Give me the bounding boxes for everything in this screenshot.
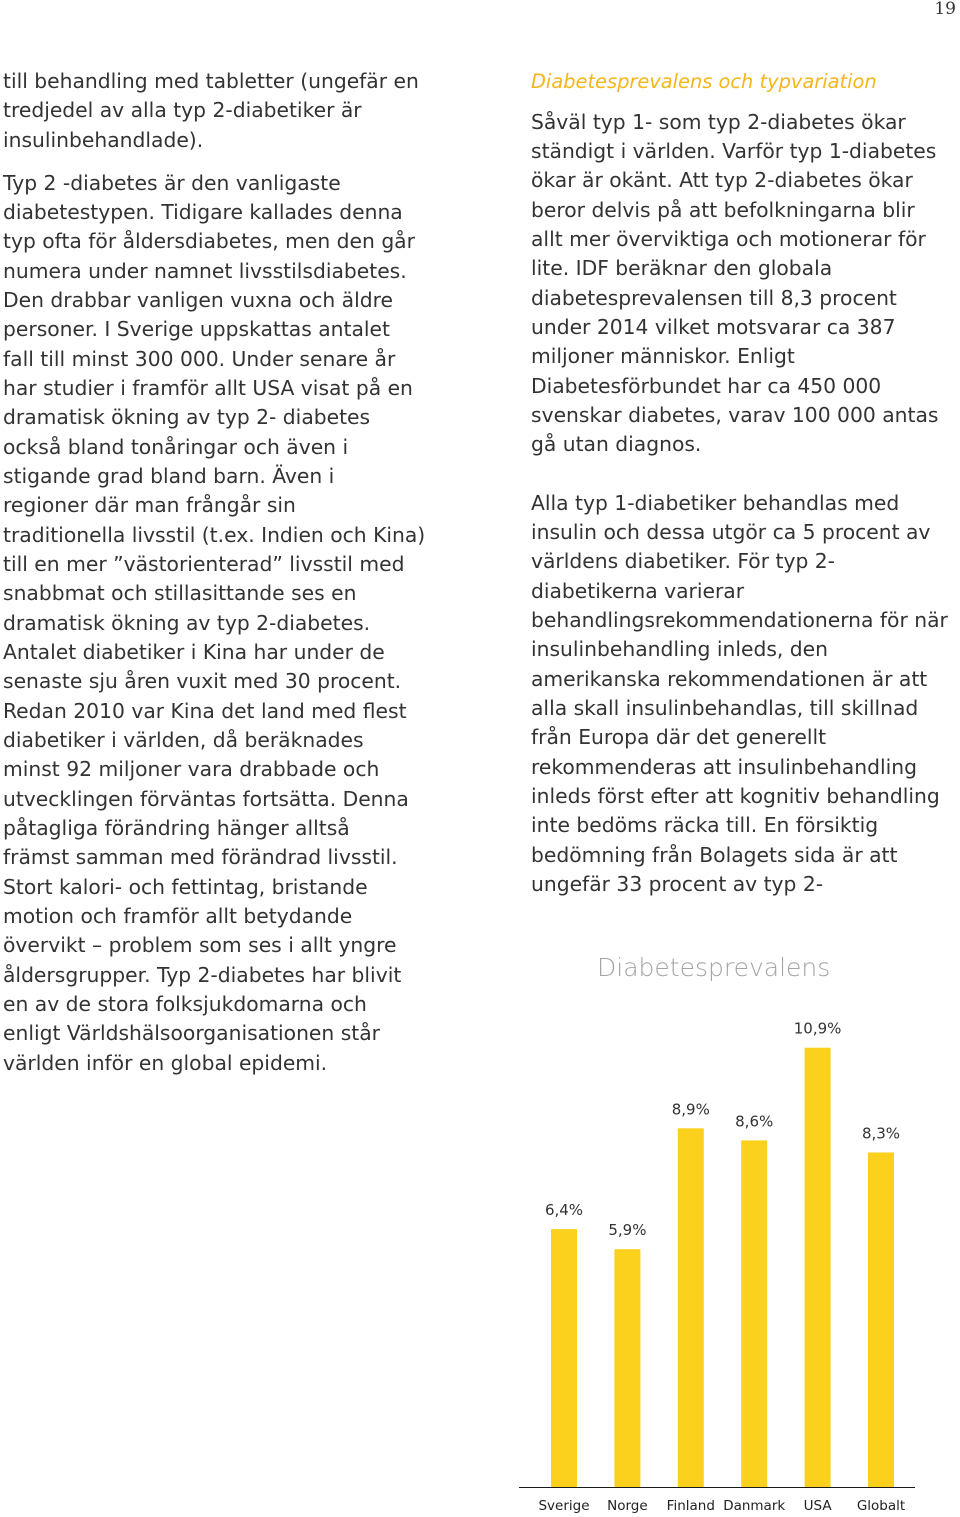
text-line: världens diabetiker. För typ 2- [531, 549, 835, 574]
text-line: utvecklingen förväntas fortsätta. Denna [3, 786, 409, 811]
text-line: personer. I Sverige uppskattas antalet [3, 317, 390, 342]
text-line: till behandling med tabletter (ungefär en [3, 69, 419, 93]
text-line: ökar är okänt. Att typ 2-diabetes ökar [531, 168, 913, 193]
text-line: dramatisk ökning av typ 2- diabetes [3, 405, 371, 430]
page-number: 19 [934, 0, 956, 19]
text-line: Diabetesförbundet har ca 450 000 [531, 373, 882, 398]
bar-norge [614, 1249, 640, 1487]
text-line: tredjedel av alla typ 2-diabetiker är [3, 98, 362, 123]
text-line: bedömning från Bolagets sida är att [531, 842, 898, 867]
text-line: åldersgrupper. Typ 2-diabetes har blivit [3, 962, 402, 987]
bar-usa [805, 1048, 831, 1487]
value-label-sverige: 6,4% [544, 1201, 584, 1220]
bar-globalt [868, 1153, 894, 1488]
text-line: rekommenderas att insulinbehandling [531, 754, 917, 779]
value-label-finland: 8,9% [671, 1100, 710, 1119]
text-line: ungefär 33 procent av typ 2- [531, 871, 824, 896]
text-line: inte bedöms räcka till. En försiktig [531, 813, 879, 838]
value-label-norge: 5,9% [608, 1221, 647, 1240]
bar-finland [678, 1128, 704, 1487]
text-line: regioner där man frångår sin [3, 493, 296, 518]
text-line: diabetiker i världen, då beräknades [3, 728, 364, 753]
category-label-usa: USA [803, 1498, 832, 1514]
value-label-danmark: 8,6% [735, 1112, 774, 1131]
category-label-norge: Norge [607, 1498, 648, 1514]
text-line: beror delvis på att befolkningarna blir [531, 197, 915, 222]
text-line: Såväl typ 1- som typ 2-diabetes ökar [531, 109, 906, 134]
text-line: fall till minst 300 000. Under senare år [3, 346, 396, 371]
text-line: stigande grad bland barn. Även i [3, 463, 335, 488]
left-paragraph-1 [3, 67, 419, 155]
category-label-danmark: Danmark [723, 1498, 786, 1514]
text-line: från Europa där det generellt [531, 725, 827, 750]
left-paragraph-2 [3, 169, 425, 1079]
category-label-finland: Finland [666, 1498, 715, 1514]
text-line: miljoner människor. Enligt [531, 344, 795, 369]
chart-title: Diabetesprevalens [597, 953, 831, 982]
text-line: typ ofta för åldersdiabetes, men den går [3, 229, 415, 254]
text-line: ständigt i världen. Varför typ 1-diabetes [531, 138, 937, 163]
right-paragraph-1 [531, 108, 938, 460]
text-line: Den drabbar vanligen vuxna och äldre [3, 287, 393, 312]
right-paragraph-2 [531, 489, 948, 900]
text-line: en av de stora folksjukdomarna och [3, 992, 367, 1017]
text-line: snabbmat och stillasittande ses en [3, 581, 357, 606]
text-line: under 2014 vilket motsvarar ca 387 [531, 314, 896, 339]
text-line: diabetikerna varierar [531, 578, 745, 603]
text-line: till en mer ”västorienterad” livsstil med [3, 551, 405, 576]
text-line: inleds först efter att kognitiv behandling [531, 783, 940, 808]
text-line: övervikt – problem som ses i allt yngre [3, 933, 397, 958]
text-line: Antalet diabetiker i Kina har under de [3, 640, 385, 664]
section-heading: Diabetesprevalens och typvariation [531, 69, 877, 93]
text-line: traditionella livsstil (t.ex. Indien och Kina) [3, 522, 426, 547]
text-line: Stort kalori- och fettintag, bristande [3, 874, 368, 899]
bar-sverige [551, 1229, 577, 1487]
text-line: diabetesprevalensen till 8,3 procent [531, 285, 897, 310]
text-line: insulinbehandlade). [3, 127, 204, 152]
text-line: gå utan diagnos. [531, 432, 702, 457]
text-line: allt mer överviktiga och motionerar för [531, 226, 926, 251]
text-line: behandlingsrekommendationerna för när [531, 607, 948, 632]
text-line: lite. IDF beräknar den globala [531, 256, 833, 281]
category-label-sverige: Sverige [538, 1498, 590, 1514]
text-line: enligt Världshälsoorganisationen står [3, 1021, 380, 1046]
bar-danmark [741, 1140, 767, 1487]
text-line: amerikanska rekommendationen är att [531, 666, 928, 691]
value-label-usa: 10,9% [793, 1019, 842, 1038]
text-line: främst samman med förändrad livsstil. [3, 845, 398, 870]
text-line: senaste sju åren vuxit med 30 procent. [3, 669, 402, 694]
value-label-globalt: 8,3% [861, 1124, 901, 1143]
category-label-globalt: Globalt [856, 1498, 906, 1514]
text-line: alla skall insulinbehandlas, till skillnad [531, 695, 919, 720]
text-line: minst 92 miljoner vara drabbade och [3, 757, 380, 782]
text-line: insulinbehandling inleds, den [531, 637, 828, 662]
text-line: har studier i framför allt USA visat på en [3, 375, 413, 400]
text-line: dramatisk ökning av typ 2-diabetes. [3, 610, 371, 635]
text-line: Alla typ 1-diabetiker behandlas med [531, 490, 900, 515]
text-line: världen inför en global epidemi. [3, 1050, 328, 1075]
text-line: Redan 2010 var Kina det land med flest [3, 698, 407, 723]
text-line: svenskar diabetes, varav 100 000 antas [531, 402, 939, 427]
bar-chart [510, 1000, 950, 1517]
text-line: Typ 2 -diabetes är den vanligaste [3, 170, 341, 195]
text-line: insulin och dessa utgör ca 5 procent av [531, 519, 931, 544]
text-line: också bland tonåringar och även i [3, 434, 349, 459]
text-line: motion och framför allt betydande [3, 904, 353, 929]
text-line: diabetestypen. Tidigare kallades denna [3, 199, 403, 224]
text-line: numera under namnet livsstilsdiabetes. [3, 258, 407, 283]
text-line: påtagliga förändring hänger alltså [3, 816, 350, 841]
